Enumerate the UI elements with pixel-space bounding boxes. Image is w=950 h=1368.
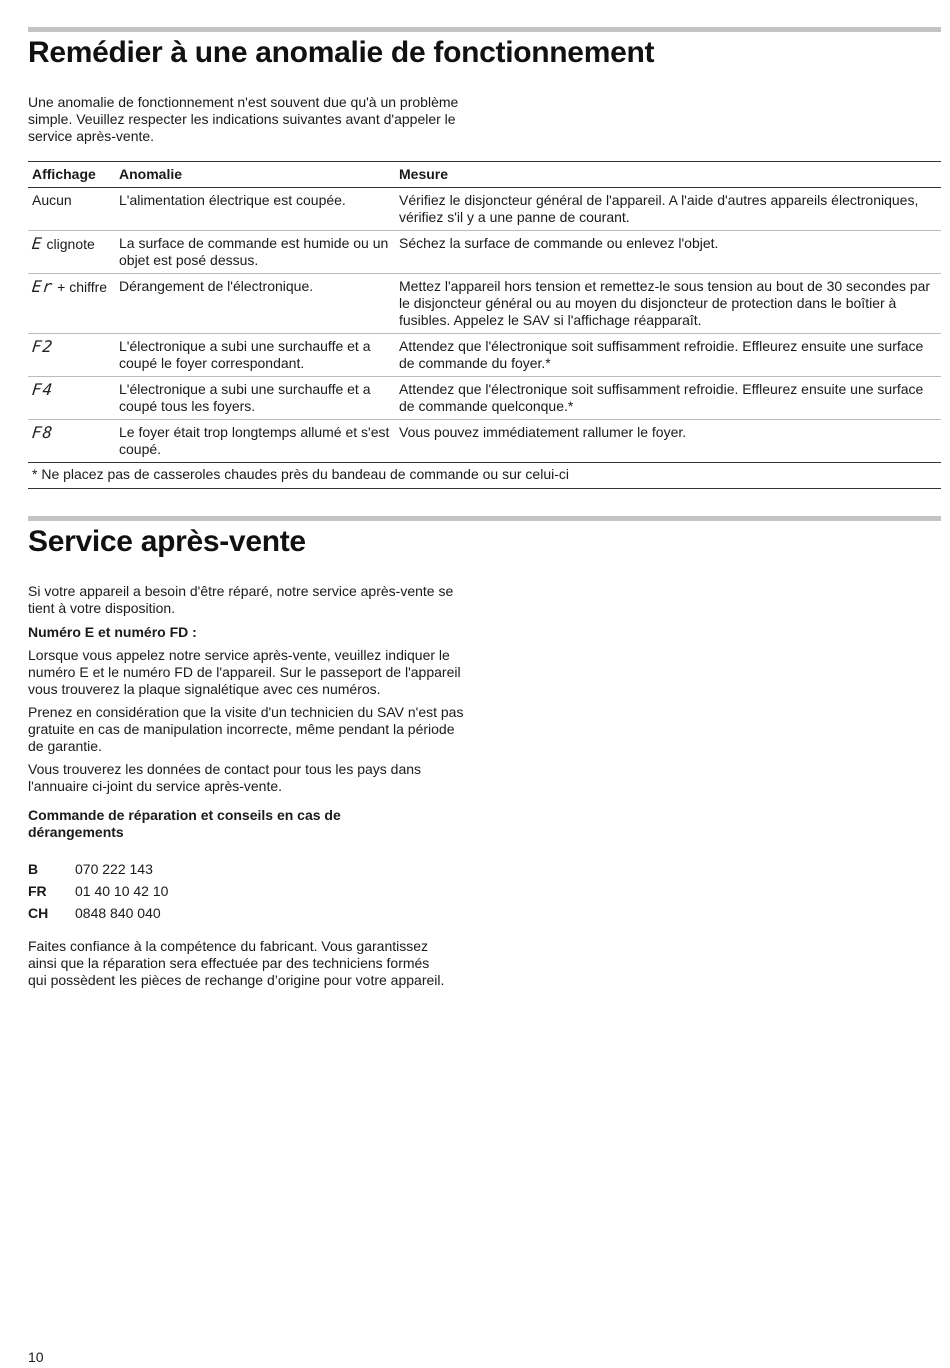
table-row: [28, 231, 941, 274]
table-footnote: * Ne placez pas de casseroles chaudes près du bandeau de commande ou sur celui-ci: [28, 463, 941, 489]
measure-cell: Attendez que l'électronique soit suffisamment refroidie. Effleurez ensuite une surface de commande quelconque.*: [395, 377, 941, 420]
section-divider: [28, 516, 941, 521]
display-code-symbol: F8: [31, 423, 55, 442]
troubleshooting-intro: Une anomalie de fonctionnement n'est souvent due qu'à un problème simple. Veuillez respecter les indications suivantes avant d'appeler le service après-vente.: [28, 94, 459, 144]
table-header-row: [28, 162, 941, 188]
display-code-symbol: F4: [31, 380, 55, 399]
table-row: [28, 334, 941, 377]
table-row: [28, 274, 941, 334]
column-header-display: Affichage: [28, 162, 115, 188]
service-intro: Si votre appareil a besoin d'être réparé, notre service après-vente se tient à votre disposition.: [28, 583, 454, 616]
service-body: [28, 583, 473, 841]
anomaly-cell: La surface de commande est humide ou un objet est posé dessus.: [115, 231, 395, 274]
anomaly-cell: Le foyer était trop longtemps allumé et s'est coupé.: [115, 420, 395, 463]
anomaly-cell: L'alimentation électrique est coupée.: [115, 188, 395, 231]
column-header-anomaly: Anomalie: [115, 162, 395, 188]
phone-row: [28, 880, 168, 902]
anomaly-cell: Dérangement de l'électronique.: [115, 274, 395, 334]
display-cell: [28, 274, 115, 334]
display-text: + chiffre: [57, 279, 108, 295]
section-divider: [28, 27, 941, 32]
section-title-service: Service après-vente: [28, 525, 306, 558]
phone-number: 01 40 10 42 10: [75, 883, 169, 899]
page-number: 10: [28, 1349, 44, 1365]
table-row: [28, 420, 941, 463]
service-paragraph: Prenez en considération que la visite d'un technicien du SAV n'est pas gratuite en cas de manipulation incorrecte, même pendant la période de garantie.: [28, 704, 464, 754]
measure-cell: Mettez l'appareil hors tension et remettez-le sous tension au bout de 30 secondes par le disjoncteur général ou au moyen du disjoncteur de protection dans le boîtier à fusibles. Appelez le SAV si l'affichage réapparaît.: [395, 274, 941, 334]
phone-number: 070 222 143: [75, 861, 153, 877]
table-row: [28, 377, 941, 420]
measure-cell: Vérifiez le disjoncteur général de l'appareil. A l'aide d'autres appareils électroniques, vérifiez s'il y a une panne de courant.: [395, 188, 941, 231]
display-text: Aucun: [32, 192, 72, 208]
measure-cell: Vous pouvez immédiatement rallumer le foyer.: [395, 420, 941, 463]
display-cell: [28, 188, 115, 231]
service-paragraph: Vous trouverez les données de contact pour tous les pays dans l'annuaire ci-joint du service après-vente.: [28, 761, 422, 794]
table-row: [28, 188, 941, 231]
service-paragraph: Lorsque vous appelez notre service après-vente, veuillez indiquer le numéro E et le numéro FD de l'appareil. Sur le passeport de l'appareil vous trouverez la plaque signalétique avec ces numéros.: [28, 647, 461, 697]
display-cell: [28, 231, 115, 274]
country-code: CH: [28, 905, 49, 921]
measure-cell: Séchez la surface de commande ou enlevez l'objet.: [395, 231, 941, 274]
phone-list: [28, 858, 168, 924]
measure-cell: Attendez que l'électronique soit suffisamment refroidie. Effleurez ensuite une surface de commande du foyer.*: [395, 334, 941, 377]
phone-row: [28, 902, 168, 924]
anomaly-cell: L'électronique a subi une surchauffe et a coupé le foyer correspondant.: [115, 334, 395, 377]
display-cell: [28, 377, 115, 420]
subheading-e-fd-number: Numéro E et numéro FD :: [28, 624, 197, 640]
country-code: B: [28, 861, 39, 877]
troubleshooting-table: [28, 161, 941, 489]
display-code-symbol: Er: [31, 277, 55, 296]
phone-number: 0848 840 040: [75, 905, 161, 921]
column-header-measure: Mesure: [395, 162, 941, 188]
display-text: clignote: [46, 236, 95, 252]
country-code: FR: [28, 883, 47, 899]
section-title-troubleshooting: Remédier à une anomalie de fonctionnement: [28, 36, 655, 69]
table-footnote-row: [28, 463, 941, 489]
display-code-symbol: E: [31, 234, 44, 253]
subheading-repair-order: Commande de réparation et conseils en cas de dérangements: [28, 807, 341, 840]
phone-row: [28, 858, 168, 880]
display-cell: [28, 420, 115, 463]
display-code-symbol: F2: [31, 337, 55, 356]
closing-paragraph: Faites confiance à la compétence du fabricant. Vous garantissez ainsi que la réparation sera effectuée par des techniciens formés qui possèdent les pièces de rechange d’origine pour votre appareil.: [28, 938, 445, 988]
display-cell: [28, 334, 115, 377]
anomaly-cell: L'électronique a subi une surchauffe et a coupé tous les foyers.: [115, 377, 395, 420]
